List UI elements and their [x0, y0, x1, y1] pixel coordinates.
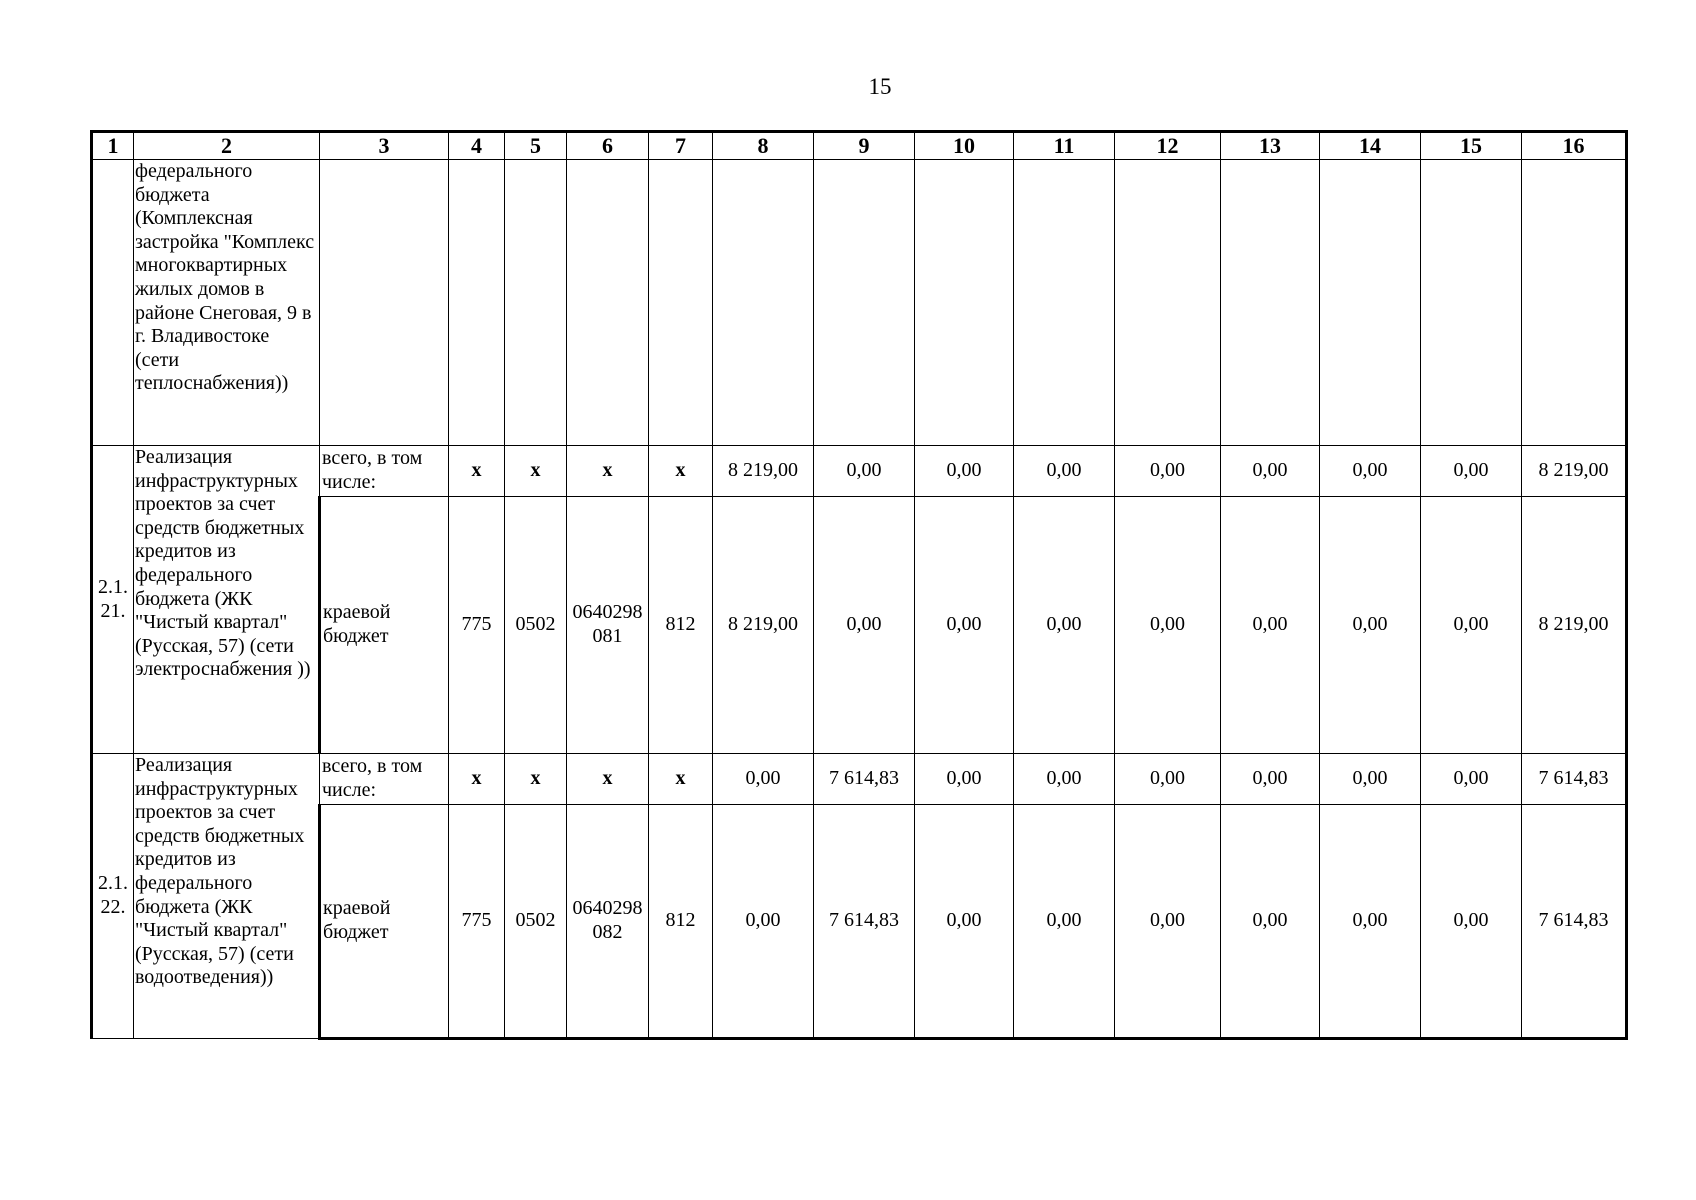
amount-cell: 0,00 — [1221, 754, 1320, 805]
table-cell: x — [649, 754, 713, 805]
column-header: 13 — [1221, 132, 1320, 160]
table-cell — [1221, 160, 1320, 446]
amount-cell: 0,00 — [1014, 754, 1115, 805]
measure-name-cell: Реализация инфраструктурных проектов за счет средств бюджетных кредитов из федерального бюджета (ЖК "Чистый квартал" (Русская, 57) (сети электроснабжения )) — [134, 446, 320, 754]
amount-cell: 7 614,83 — [1522, 754, 1627, 805]
amount-cell: 0,00 — [1320, 754, 1421, 805]
amount-cell: 8 219,00 — [713, 446, 814, 497]
table-cell: x — [567, 754, 649, 805]
table-cell — [567, 160, 649, 446]
table-cell: x — [449, 754, 505, 805]
table-cell — [1014, 160, 1115, 446]
funding-source-cell: всего, в том числе: — [320, 446, 449, 497]
table-cell: 775 — [449, 805, 505, 1039]
table-cell — [1115, 160, 1221, 446]
amount-cell: 0,00 — [814, 446, 915, 497]
amount-cell: 8 219,00 — [1522, 497, 1627, 754]
column-header: 2 — [134, 132, 320, 160]
funding-source-cell: краевой бюджет — [320, 805, 449, 1039]
column-header: 5 — [505, 132, 567, 160]
column-header: 16 — [1522, 132, 1627, 160]
amount-cell: 0,00 — [1014, 805, 1115, 1039]
table-cell — [915, 160, 1014, 446]
table-cell — [1522, 160, 1627, 446]
amount-cell: 0,00 — [915, 446, 1014, 497]
amount-cell: 0,00 — [1115, 805, 1221, 1039]
amount-cell: 7 614,83 — [814, 754, 915, 805]
page-number: 15 — [868, 74, 892, 99]
amount-cell: 0,00 — [1221, 805, 1320, 1039]
measure-name-cell: федерального бюджета (Комплексная застройка "Комплекс многоквартирных жилых домов в районе Снеговая, 9 в г. Владивостоке (сети теплоснабжения)) — [134, 160, 320, 446]
table-cell — [1421, 160, 1522, 446]
amount-cell: 0,00 — [1221, 446, 1320, 497]
table-row-regional — [92, 805, 1627, 1039]
table-cell: 0640298 082 — [567, 805, 649, 1039]
budget-table — [90, 130, 1628, 1040]
amount-cell: 0,00 — [1115, 754, 1221, 805]
amount-cell: 0,00 — [1421, 446, 1522, 497]
amount-cell: 0,00 — [713, 805, 814, 1039]
column-header: 7 — [649, 132, 713, 160]
table-cell: x — [649, 446, 713, 497]
amount-cell: 0,00 — [1014, 446, 1115, 497]
funding-source-cell: краевой бюджет — [320, 497, 449, 754]
column-header: 14 — [1320, 132, 1421, 160]
column-header: 11 — [1014, 132, 1115, 160]
amount-cell: 0,00 — [1014, 497, 1115, 754]
amount-cell: 0,00 — [1320, 497, 1421, 754]
amount-cell: 7 614,83 — [1522, 805, 1627, 1039]
amount-cell: 0,00 — [1421, 754, 1522, 805]
amount-cell: 8 219,00 — [1522, 446, 1627, 497]
amount-cell: 0,00 — [1115, 446, 1221, 497]
amount-cell: 7 614,83 — [814, 805, 915, 1039]
column-header: 8 — [713, 132, 814, 160]
amount-cell: 0,00 — [713, 754, 814, 805]
amount-cell: 8 219,00 — [713, 497, 814, 754]
column-header: 12 — [1115, 132, 1221, 160]
table-cell: 775 — [449, 497, 505, 754]
table-row-regional — [92, 497, 1627, 754]
column-header: 3 — [320, 132, 449, 160]
table-cell — [713, 160, 814, 446]
table-cell: x — [505, 754, 567, 805]
amount-cell: 0,00 — [1320, 446, 1421, 497]
table-cell — [320, 160, 449, 446]
amount-cell: 0,00 — [814, 497, 915, 754]
table-cell: 0502 — [505, 805, 567, 1039]
amount-cell: 0,00 — [915, 754, 1014, 805]
column-header: 15 — [1421, 132, 1522, 160]
table-cell: x — [505, 446, 567, 497]
table-cell: x — [449, 446, 505, 497]
table-cell: 812 — [649, 805, 713, 1039]
amount-cell: 0,00 — [1421, 805, 1522, 1039]
column-header: 10 — [915, 132, 1014, 160]
table-cell — [649, 160, 713, 446]
amount-cell: 0,00 — [1421, 497, 1522, 754]
table-cell — [814, 160, 915, 446]
column-header: 6 — [567, 132, 649, 160]
table-cell — [505, 160, 567, 446]
entry-index-cell: 2.1. 22. — [92, 754, 134, 1039]
table-cell: 0640298 081 — [567, 497, 649, 754]
table-cell — [449, 160, 505, 446]
funding-source-cell: всего, в том числе: — [320, 754, 449, 805]
column-header: 1 — [92, 132, 134, 160]
measure-name-cell: Реализация инфраструктурных проектов за счет средств бюджетных кредитов из федерального бюджета (ЖК "Чистый квартал" (Русская, 57) (сети водоотведения)) — [134, 754, 320, 1039]
header-row — [92, 132, 1627, 160]
table-cell: x — [567, 446, 649, 497]
table-cell — [92, 160, 134, 446]
table-cell: 812 — [649, 497, 713, 754]
table-cell — [1320, 160, 1421, 446]
amount-cell: 0,00 — [1115, 497, 1221, 754]
table-row-total — [92, 446, 1627, 497]
table-cell: 0502 — [505, 497, 567, 754]
column-header: 9 — [814, 132, 915, 160]
amount-cell: 0,00 — [915, 805, 1014, 1039]
amount-cell: 0,00 — [1320, 805, 1421, 1039]
amount-cell: 0,00 — [915, 497, 1014, 754]
column-header: 4 — [449, 132, 505, 160]
amount-cell: 0,00 — [1221, 497, 1320, 754]
entry-index-cell: 2.1. 21. — [92, 446, 134, 754]
table-row-continuation — [92, 160, 1627, 446]
table-row-total — [92, 754, 1627, 805]
